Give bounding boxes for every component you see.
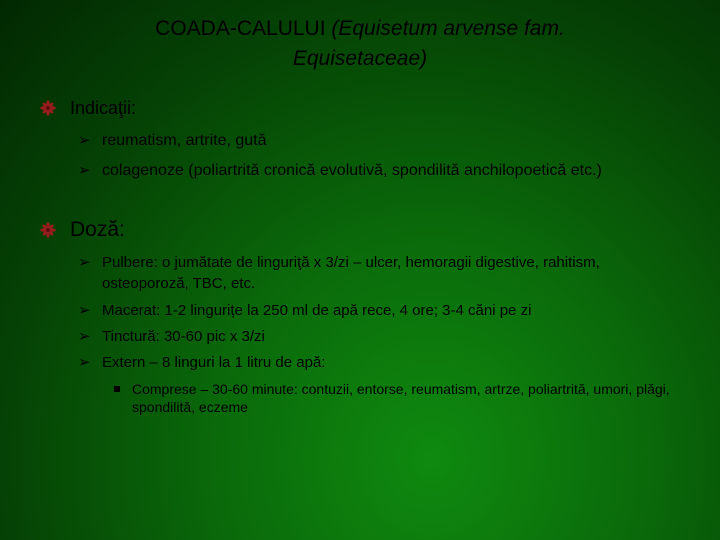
title-line-1 [60, 14, 660, 44]
title-scientific-name: (Equisetum arvense fam. [331, 17, 565, 40]
arrow-bullet-icon: ➢ [78, 354, 91, 371]
section-heading-label: Doză: [70, 218, 125, 241]
arrow-bullet-icon: ➢ [78, 328, 91, 345]
list-item-text: Pulbere: o jumătate de linguriţă x 3/zi – ulcer, hemoragii digestive, rahitism, osteoporoză, TBC, etc. [102, 254, 600, 292]
flower-icon [40, 100, 56, 116]
flower-icon [40, 222, 56, 238]
title-family: Equisetaceae) [292, 47, 428, 70]
list-item-text: Tinctură: 30-60 pic x 3/zi [102, 328, 265, 345]
sub-list-item-text: Comprese – 30-60 minute: contuzii, entorse, reumatism, artrze, poliartrită, umori, plăgi, spondilită, eczeme [132, 381, 670, 415]
list-item-text: Extern – 8 linguri la 1 litru de apă: [102, 354, 326, 371]
list-item-text: colagenoze (poliartrită cronică evolutivă, spondilită anchilopoetică etc.) [102, 162, 602, 179]
list-item-text: Macerat: 1-2 lingurițe la 250 ml de apă rece, 4 ore; 3-4 căni pe zi [102, 302, 532, 319]
arrow-bullet-icon: ➢ [78, 162, 91, 179]
arrow-bullet-icon: ➢ [78, 302, 91, 319]
arrow-bullet-icon: ➢ [78, 132, 91, 149]
arrow-bullet-icon: ➢ [78, 254, 91, 271]
title-plain: COADA-CALULUI [155, 17, 332, 40]
square-bullet-icon [114, 386, 120, 392]
slide-title [60, 14, 660, 74]
list-item-text: reumatism, artrite, gută [102, 132, 267, 149]
section-heading-label: Indicaţii: [70, 98, 137, 118]
